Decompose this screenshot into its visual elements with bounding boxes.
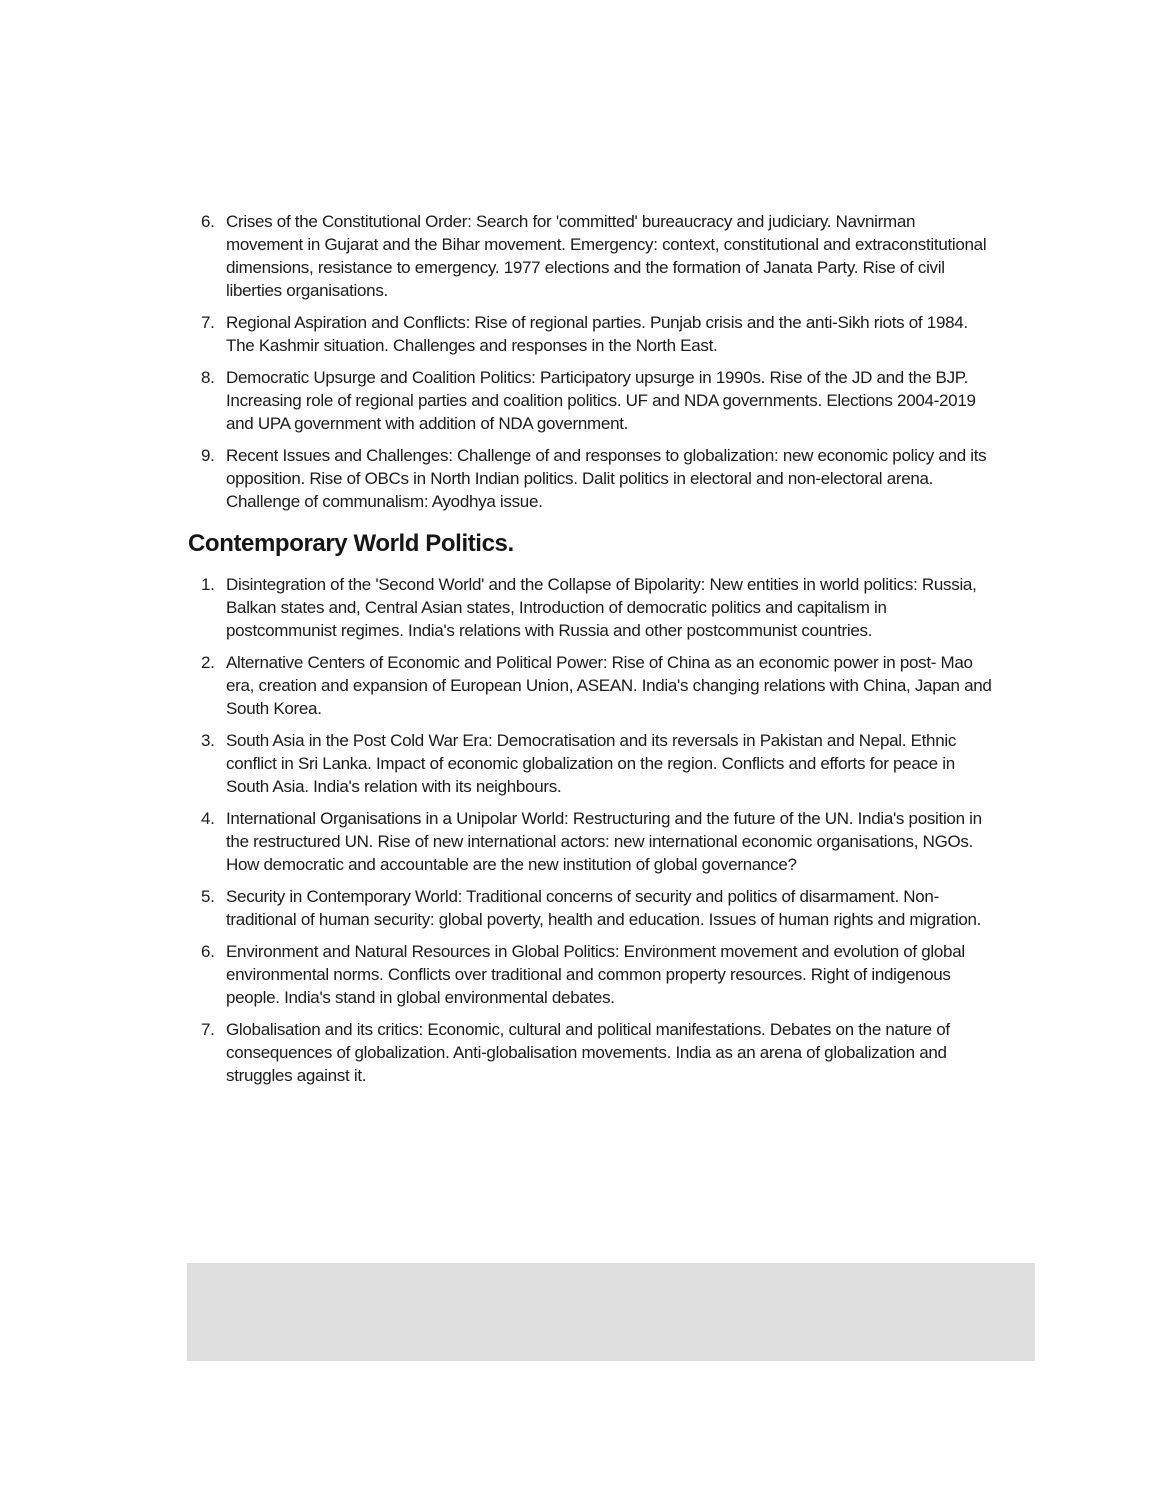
list-item-text: Recent Issues and Challenges: Challenge of and responses to globalization: new economic policy and its opposition. Rise of OBCs in North Indian politics. Dalit politics in electoral and non-electoral arena. Challenge of communalism: Ayodhya issue. bbox=[226, 446, 987, 511]
list-item bbox=[201, 444, 993, 513]
list-item-text: Regional Aspiration and Conflicts: Rise of regional parties. Punjab crisis and the anti-Sikh riots of 1984. The Kashmir situation. Challenges and responses in the North East. bbox=[226, 313, 968, 355]
list-item-text: Globalisation and its critics: Economic, cultural and political manifestations. Debates on the nature of consequences of globalization. Anti-globalisation movements. India as an arena of globalization and struggles against it. bbox=[226, 1020, 950, 1085]
list-item-number: 2. bbox=[201, 653, 215, 672]
list-item bbox=[201, 885, 993, 931]
list-item bbox=[201, 1018, 993, 1087]
list-item-number: 5. bbox=[201, 887, 215, 906]
list-item bbox=[201, 807, 993, 876]
list-item-number: 4. bbox=[201, 809, 215, 828]
list-item-number: 7. bbox=[201, 313, 215, 332]
list-item-text: Security in Contemporary World: Traditional concerns of security and politics of disarmament. Non-traditional of human security: global poverty, health and education. Issues of human rights and migration. bbox=[226, 887, 982, 929]
list-item-number: 7. bbox=[201, 1020, 215, 1039]
list-item-text: Environment and Natural Resources in Global Politics: Environment movement and evolution of global environmental norms. Conflicts over traditional and common property resources. Right of indigenous people. India's stand in global environmental debates. bbox=[226, 942, 965, 1007]
list-item bbox=[201, 311, 993, 357]
list-item-number: 8. bbox=[201, 368, 215, 387]
list-item bbox=[201, 729, 993, 798]
list-item bbox=[201, 573, 993, 642]
list-item-text: Crises of the Constitutional Order: Search for 'committed' bureaucracy and judiciary. Navnirman movement in Gujarat and the Bihar movement. Emergency: context, constitutional and extraconstitutional dimensions, resistance to emergency. 1977 elections and the formation of Janata Party. Rise of civil liberties organisations. bbox=[226, 212, 987, 300]
section-heading: Contemporary World Politics. bbox=[188, 530, 514, 557]
list-item-number: 6. bbox=[201, 212, 215, 231]
list-item-text: Disintegration of the 'Second World' and the Collapse of Bipolarity: New entities in world politics: Russia, Balkan states and, Central Asian states, Introduction of democratic politics and capitalism in postcommunist regimes. India's relations with Russia and other postcommunist countries. bbox=[226, 575, 977, 640]
list-item-number: 9. bbox=[201, 446, 215, 465]
world-politics-list bbox=[201, 573, 993, 1087]
document-page bbox=[188, 210, 993, 1096]
list-item-number: 6. bbox=[201, 942, 215, 961]
list-item bbox=[201, 366, 993, 435]
list-item bbox=[201, 651, 993, 720]
list-item bbox=[201, 210, 993, 302]
list-item-text: Alternative Centers of Economic and Political Power: Rise of China as an economic power in post- Mao era, creation and expansion of European Union, ASEAN. India's changing relations with China, Japan and South Korea. bbox=[226, 653, 992, 718]
indian-politics-list bbox=[201, 210, 993, 513]
list-item-text: Democratic Upsurge and Coalition Politics: Participatory upsurge in 1990s. Rise of the JD and the BJP. Increasing role of regional parties and coalition politics. UF and NDA governments. Elections 2004-2019 and UPA government with addition of NDA government. bbox=[226, 368, 976, 433]
list-item-text: International Organisations in a Unipolar World: Restructuring and the future of the UN. India's position in the restructured UN. Rise of new international actors: new international economic organisations, NGOs. How democratic and accountable are the new institution of global governance? bbox=[226, 809, 982, 874]
list-item bbox=[201, 940, 993, 1009]
list-item-number: 1. bbox=[201, 575, 215, 594]
blank-gray-panel bbox=[187, 1263, 1035, 1361]
list-item-number: 3. bbox=[201, 731, 215, 750]
list-item-text: South Asia in the Post Cold War Era: Democratisation and its reversals in Pakistan and Nepal. Ethnic conflict in Sri Lanka. Impact of economic globalization on the region. Conflicts and efforts for peace in South Asia. India's relation with its neighbours. bbox=[226, 731, 957, 796]
